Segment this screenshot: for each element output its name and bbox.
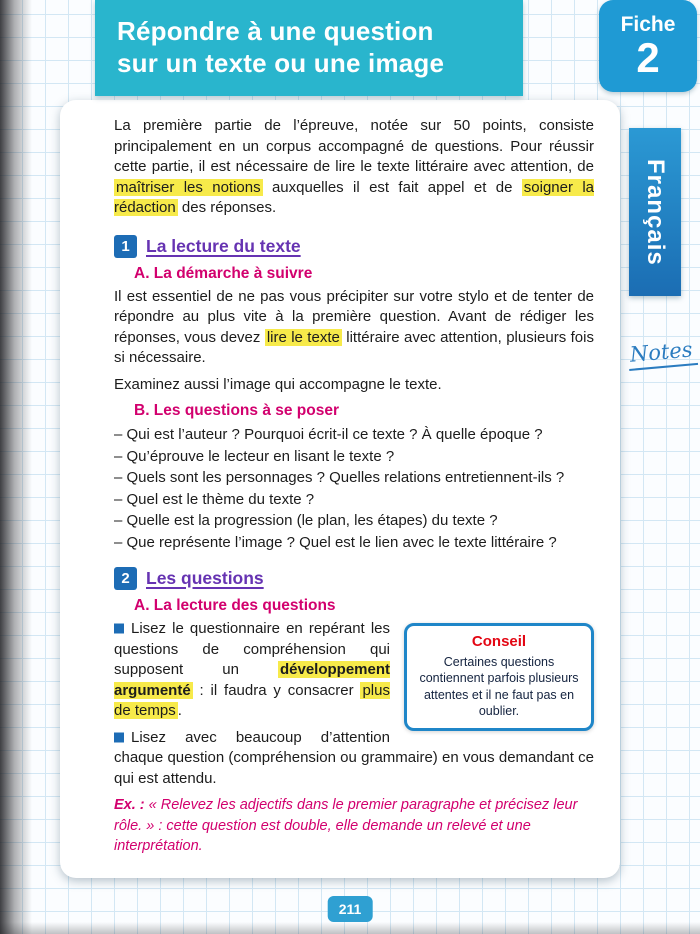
fiche-label: Fiche [620, 13, 676, 36]
highlight-soigner-la-redaction: soigner la rédaction [114, 178, 595, 217]
s1p1-text-2: littéraire avec attention, plusieurs fois si nécessaire. [114, 328, 594, 367]
section-2-header [114, 567, 594, 590]
s2b1-text-3: . [177, 702, 182, 720]
s2b1-text-2: : il faudra y consacrer [192, 681, 361, 699]
intro-text-3: des réponses. [177, 199, 277, 217]
example-paragraph [114, 795, 594, 856]
question-item: – Quel est le thème du texte ? [114, 490, 315, 508]
s2b1-text-1: Lisez le questionnaire en repérant les questions de compréhension qui supposent un [114, 620, 390, 679]
s1p1-text-1: Il est essentiel de ne pas vous précipiter sur votre stylo et de tenter de répondre au plus vite à la première question. Avant de rédiger les réponses, vous devez [114, 287, 594, 346]
example-prefix: Ex. : [114, 797, 145, 814]
page-number-badge: 211 [328, 896, 373, 922]
fiche-number: 2 [636, 34, 660, 81]
notes-label: Notes [627, 337, 698, 371]
bullet-square-icon [114, 624, 124, 634]
section-2-number-badge: 2 [114, 567, 137, 590]
section-1-subtitle-a: A. La démarche à suivre [134, 264, 313, 282]
page-header [95, 0, 523, 96]
section-2-bullet-2 [114, 728, 594, 790]
section-2-title: Les questions [146, 568, 264, 589]
highlight-maitriser-les-notions: maîtriser les notions [116, 178, 261, 196]
section-1-paragraph-1 [114, 287, 594, 369]
subject-tab-francais [629, 128, 681, 296]
s2b2-text: Lisez avec beaucoup d’attention chaque question (compréhension ou grammaire) en vous demandant ce qui est attendu. [114, 728, 594, 787]
bullet-square-icon [114, 732, 124, 742]
intro-text-1: La première partie de l’épreuve, notée sur 50 points, consiste principalement en un corpus accompagné de questions. Pour réussir cette partie, il est nécessaire de lire le texte littéraire avec attention, de [114, 117, 594, 176]
question-item: – Qu’éprouve le lecteur en lisant le texte ? [114, 447, 395, 465]
section-1-number-badge: 1 [114, 235, 137, 258]
highlight-lire-le-texte: lire le texte [266, 328, 340, 346]
content-card [60, 100, 620, 878]
section-2-subtitle-a: A. La lecture des questions [134, 597, 336, 615]
intro-text-2: auxquelles il est fait appel et de [262, 178, 522, 196]
section-2-body [114, 619, 594, 856]
questions-list [114, 424, 594, 553]
conseil-title: Conseil [471, 633, 527, 651]
fiche-badge [599, 0, 697, 92]
subject-tab-label: Français [642, 158, 669, 266]
question-item: – Qui est l’auteur ? Pourquoi écrit-il ce texte ? À quelle époque ? [114, 426, 543, 444]
page-bottom-shadow [0, 922, 700, 934]
question-item: – Quels sont les personnages ? Quelles relations entretiennent-ils ? [114, 469, 565, 487]
highlight-developpement-argumente: développement argumenté [114, 661, 390, 699]
section-1-paragraph-2: Examinez aussi l’image qui accompagne le texte. [114, 375, 442, 393]
question-item: – Que représente l’image ? Quel est le lien avec le texte littéraire ? [114, 533, 557, 551]
question-item: – Quelle est la progression (le plan, les étapes) du texte ? [114, 512, 498, 530]
book-spine-shadow [0, 0, 32, 934]
intro-paragraph [114, 116, 594, 219]
conseil-text: Certaines questions contiennent parfois plusieurs attentes et il ne faut pas en oublier. [419, 655, 579, 718]
conseil-box [404, 623, 594, 731]
page-title-line1: Répondre à une question [117, 16, 434, 47]
example-text: « Relevez les adjectifs dans le premier paragraphe et précisez leur rôle. » : cette question est double, elle demande un relevé et une interprétation. [114, 797, 578, 855]
page-title-line2: sur un texte ou une image [117, 48, 445, 78]
section-1-subtitle-b: B. Les questions à se poser [134, 402, 340, 420]
highlight-plus-de-temps: plus de temps [114, 681, 390, 720]
section-1-header [114, 235, 594, 258]
section-1-title: La lecture du texte [146, 235, 301, 256]
